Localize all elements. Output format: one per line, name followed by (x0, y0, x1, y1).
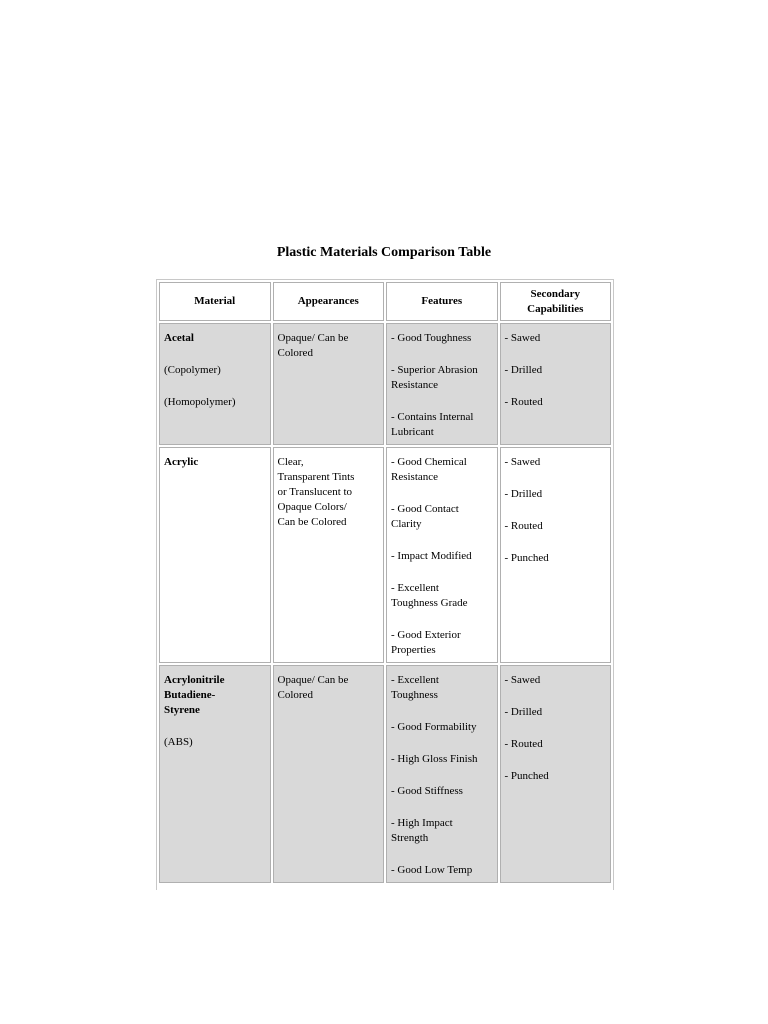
comparison-table (157, 280, 613, 885)
page-title: Plastic Materials Comparison Table (276, 245, 492, 260)
appearance-cell (273, 447, 385, 663)
feature-text: Lubricant (391, 426, 434, 438)
feature-item (391, 720, 493, 735)
feature-text: - Good Low Temp (391, 864, 473, 876)
feature-item (391, 410, 493, 440)
header-secondary-line1: Secondary (530, 287, 580, 300)
capability-item: - Sawed (504, 674, 541, 686)
material-cell (159, 665, 271, 883)
feature-text: Clarity (391, 518, 422, 530)
appearance-text: or Translucent to (277, 486, 353, 498)
header-secondary-capabilities (500, 282, 612, 321)
feature-text: Toughness Grade (391, 597, 468, 609)
material-name: Styrene (164, 704, 200, 716)
features-cell (386, 323, 498, 445)
appearance-text: Opaque Colors/ (277, 501, 347, 513)
appearance-cell (273, 323, 385, 445)
material-name: Butadiene- (164, 689, 216, 701)
appearance-text: Can be Colored (277, 516, 347, 528)
capability-item: - Sawed (504, 332, 541, 344)
appearance-text: Opaque/ Can be (277, 674, 349, 686)
material-name: Acrylonitrile (164, 674, 225, 686)
secondary-capabilities-cell (500, 665, 612, 883)
capability-item: - Routed (504, 396, 543, 408)
capability-item: - Sawed (504, 456, 541, 468)
capability-item: - Routed (504, 520, 543, 532)
material-name: Acrylic (164, 456, 199, 468)
feature-text: - Excellent (391, 582, 439, 594)
header-features: Features (386, 282, 498, 321)
header-material: Material (159, 282, 271, 321)
features-cell (386, 665, 498, 883)
capability-item: - Routed (504, 738, 543, 750)
feature-text: - Good Stiffness (391, 785, 463, 797)
feature-text: - Good Exterior (391, 629, 461, 641)
feature-text: - High Gloss Finish (391, 753, 478, 765)
feature-text: - Contains Internal (391, 411, 474, 423)
capability-item: - Drilled (504, 706, 543, 718)
appearance-text: Transparent Tints (277, 471, 355, 483)
feature-item (391, 455, 493, 485)
feature-item (391, 863, 493, 878)
material-cell (159, 447, 271, 663)
table-row (159, 665, 611, 883)
comparison-table-container (156, 279, 614, 890)
feature-text: - Excellent (391, 674, 439, 686)
secondary-capabilities-cell (500, 323, 612, 445)
secondary-capabilities-cell (500, 447, 612, 663)
capability-item: - Drilled (504, 488, 543, 500)
table-row (159, 447, 611, 663)
appearance-text: Opaque/ Can be (277, 332, 349, 344)
feature-item (391, 673, 493, 703)
header-secondary-line2: Capabilities (527, 302, 584, 315)
capability-item: - Drilled (504, 364, 543, 376)
feature-text: - High Impact (391, 817, 453, 829)
feature-item (391, 549, 493, 564)
material-variant: (Copolymer) (164, 364, 221, 376)
feature-text: - Good Formability (391, 721, 477, 733)
feature-item (391, 363, 493, 393)
material-variant: (ABS) (164, 736, 193, 748)
feature-item (391, 331, 493, 346)
header-appearances: Appearances (273, 282, 385, 321)
table-header-row (159, 282, 611, 321)
feature-text: Strength (391, 832, 429, 844)
feature-text: Resistance (391, 471, 439, 483)
feature-text: - Good Chemical (391, 456, 467, 468)
feature-item (391, 628, 493, 658)
appearance-text: Colored (277, 689, 313, 701)
material-name: Acetal (164, 332, 194, 344)
appearance-text: Colored (277, 347, 313, 359)
appearance-text: Clear, (277, 456, 304, 468)
feature-item (391, 752, 493, 767)
table-row (159, 323, 611, 445)
feature-text: - Good Toughness (391, 332, 472, 344)
feature-text: - Good Contact (391, 503, 459, 515)
capability-item: - Punched (504, 552, 549, 564)
features-cell (386, 447, 498, 663)
feature-text: Properties (391, 644, 436, 656)
feature-text: - Impact Modified (391, 550, 472, 562)
capability-item: - Punched (504, 770, 549, 782)
feature-text: - Superior Abrasion (391, 364, 478, 376)
feature-text: Toughness (391, 689, 438, 701)
feature-item (391, 581, 493, 611)
material-variant: (Homopolymer) (164, 396, 236, 408)
appearance-cell (273, 665, 385, 883)
feature-item (391, 816, 493, 846)
feature-item (391, 784, 493, 799)
feature-item (391, 502, 493, 532)
feature-text: Resistance (391, 379, 439, 391)
material-cell (159, 323, 271, 445)
